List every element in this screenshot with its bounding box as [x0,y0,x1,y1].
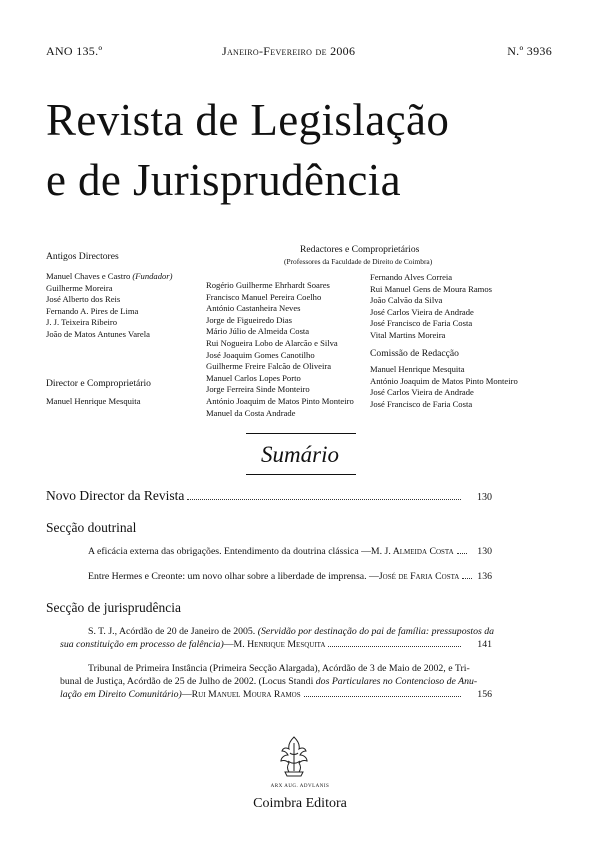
editor-name: José Carlos Vieira de Andrade [370,306,474,317]
issue-number: N.º 3936 [507,44,552,58]
former-director-name: Guilherme Moreira [46,282,113,293]
editor-name: Vital Martins Moreira [370,329,446,340]
jurisprudence-section-heading: Secção de jurisprudência [46,600,181,615]
editor-name: António Castanheira Neves [206,303,301,314]
former-director-name: José Alberto dos Reis [46,294,121,305]
toc-entry-tribunal-line2: bunal de Justiça, Acórdão de 25 de Julho de 2002. (Locus Standi dos Particulares no Contencioso de Anu- [60,676,478,687]
editor-name: Manuel da Costa Andrade [206,407,296,418]
toc-entry-stj-cont[interactable]: sua constituição em processo de falência) — M. Henrique Mesquita 141 [60,639,492,650]
editor-name: Jorge Ferreira Sinde Monteiro [206,384,310,395]
publisher-name: Coimbra Editora [253,796,347,811]
leader-dots [304,696,461,697]
editor-name: Rogério Guilherme Ehrhardt Soares [206,280,330,290]
editor-name: António Joaquim de Matos Pinto Monteiro [206,395,354,406]
former-director-name: Fernando A. Pires de Lima [46,305,139,316]
toc-entry-title: Entre Hermes e Creonte: um novo olhar sobre a liberdade de imprensa. — [88,571,379,582]
toc-entry[interactable] [88,545,492,558]
leader-dots [457,553,467,554]
editor-name: José Francisco de Faria Costa [370,318,473,329]
editor-name: Francisco Manuel Pereira Coelho [206,291,322,302]
committee-list [370,364,518,410]
editor-name: Fernando Alves Correia [370,272,453,282]
editor-name: José Joaquim Gomes Canotilho [206,349,315,360]
toc-page-number: 130 [477,492,492,503]
editor-name: Rui Manuel Gens de Moura Ramos [370,283,492,294]
journal-title-line1: Revista de Legislação [46,95,450,145]
toc-entry-tribunal[interactable]: Tribunal de Primeira Instância (Primeira Secção Alargada), Acórdão de 3 de Maio de 2002, e Tri- [88,663,470,674]
toc-page-number: 156 [477,689,492,700]
director-name: Manuel Henrique Mesquita [46,396,141,406]
leader-dots [328,646,461,647]
toc-entry-title: lação em Direito Comunitário) [60,689,182,700]
publisher-logo-icon [268,733,320,789]
summary-heading: Sumário [261,442,339,467]
doctrinal-section-heading: Secção doutrinal [46,520,137,535]
toc-entry-author: M. Henrique Mesquita [233,639,326,650]
logo-motto: ARX AUG. ADVLANIS [270,784,330,789]
toc-page-number: 130 [477,546,492,557]
editors-column-2 [370,272,492,342]
volume-number: ANO 135.º [46,44,103,58]
editor-name: João Calvão da Silva [370,295,443,306]
former-directors-list [46,271,173,341]
summary-bottom-rule [246,474,356,475]
toc-entry[interactable] [88,570,492,583]
summary-top-rule [246,433,356,434]
toc-entry-title: A eficácia externa das obrigações. Entendimento da doutrina clássica — [88,546,371,557]
committee-member: José Francisco de Faria Costa [370,398,473,409]
leader-dots [187,499,461,500]
leader-dots [462,578,472,579]
former-directors-heading: Antigos Directores [46,251,119,262]
former-director-name: João de Matos Antunes Varela [46,328,150,339]
editor-name: Mário Júlio de Almeida Costa [206,326,310,337]
journal-title-line2: e de Jurisprudência [46,155,401,205]
former-director-name: Manuel Chaves e Castro (Fundador) [46,271,173,281]
toc-entry-author: José de Faria Costa [378,571,460,582]
toc-entry-stj[interactable]: S. T. J., Acórdão de 20 de Janeiro de 2005. (Servidão por destinação do pai de família: pressupostos da [88,626,495,637]
committee-member: José Carlos Vieira de Andrade [370,387,474,398]
toc-page-number: 141 [477,639,492,650]
toc-entry-author: M. J. Almeida Costa [370,546,454,557]
editors-heading: Redactores e Comproprietários [300,244,420,255]
committee-member: António Joaquim de Matos Pinto Monteiro [370,375,518,386]
editors-subheading: (Professores da Faculdade de Direito de Coimbra) [284,257,433,266]
former-director-name: J. J. Teixeira Ribeiro [46,317,118,328]
editor-name: Rui Nogueira Lobo de Alarcão e Silva [206,337,338,348]
toc-new-director[interactable] [46,488,492,504]
issue-date: Janeiro-Fevereiro de 2006 [222,44,356,58]
toc-entry-tribunal-cont[interactable]: lação em Direito Comunitário) — Rui Manuel Moura Ramos 156 [60,689,492,700]
editor-name: Jorge de Figueiredo Dias [206,314,293,325]
editor-name: Manuel Carlos Lopes Porto [206,372,301,383]
director-heading: Director e Comproprietário [46,378,151,389]
toc-entry-title: sua constituição em processo de falência) [60,639,224,650]
editors-column-1 [206,280,354,419]
committee-heading: Comissão de Redacção [370,348,459,359]
toc-entry-author: Rui Manuel Moura Ramos [191,689,301,700]
toc-new-director-title: Novo Director da Revista [46,488,185,503]
committee-member: Manuel Henrique Mesquita [370,364,465,374]
toc-page-number: 136 [477,571,492,582]
editor-name: Guilherme Freire Falcão de Oliveira [206,361,332,372]
